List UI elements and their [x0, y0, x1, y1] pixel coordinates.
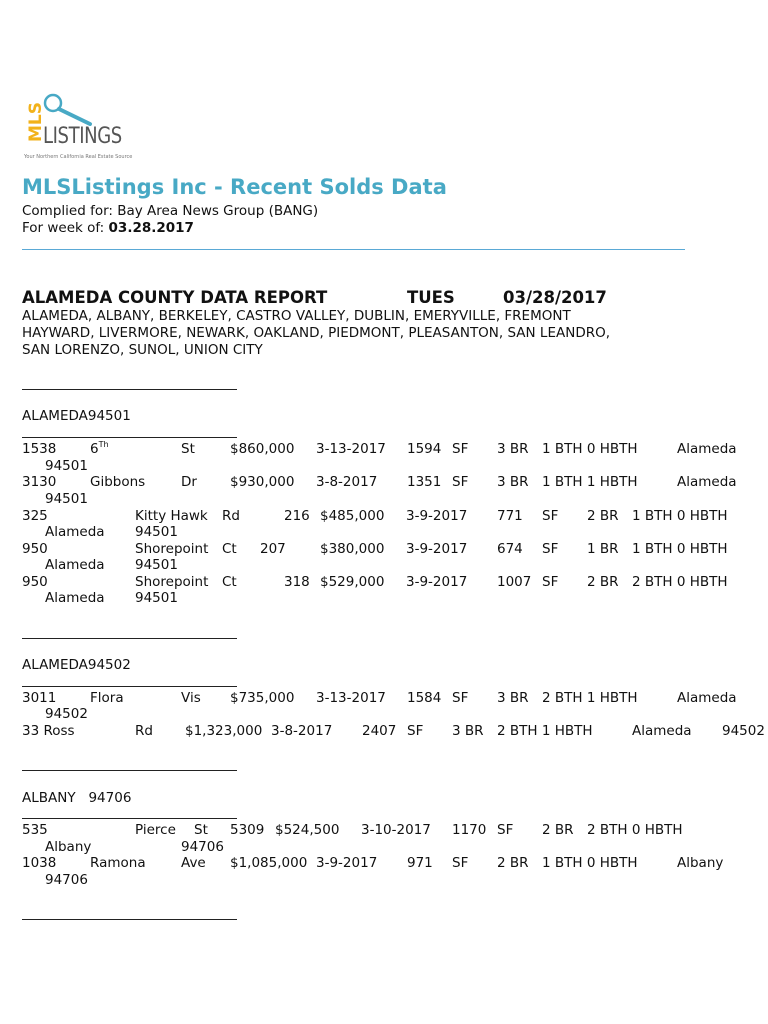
section-separator: [22, 818, 237, 819]
bathrooms: 2 BTH 0 HBTH: [632, 574, 728, 590]
sale-price: $529,000: [320, 574, 385, 590]
street-number: 33 Ross: [22, 723, 75, 739]
zip-code: 94501: [45, 458, 88, 474]
section-separator: [22, 686, 237, 687]
section-heading: ALAMEDA94501: [22, 408, 131, 424]
zip-code: 94501: [135, 524, 178, 540]
week-label: For week of:: [22, 220, 109, 236]
sale-price: $1,085,000: [230, 855, 308, 871]
city: Alameda: [677, 474, 737, 490]
bedrooms: 3 BR: [497, 474, 529, 490]
sale-price: $735,000: [230, 690, 295, 706]
zip-code: 94706: [181, 839, 224, 855]
magnifying-glass-icon: [36, 92, 96, 126]
sale-date: 3-9-2017: [406, 574, 468, 590]
bedrooms: 3 BR: [452, 723, 484, 739]
compiled-for: Complied for: Bay Area News Group (BANG): [22, 203, 319, 219]
city: Alameda: [45, 524, 105, 540]
zip-code: 94502: [45, 706, 88, 722]
sale-price: $1,323,000: [185, 723, 263, 739]
sale-date: 3-10-2017: [361, 822, 431, 838]
sale-date: 3-8-2017: [271, 723, 333, 739]
street-number: 950: [22, 574, 48, 590]
towns-line-1: ALAMEDA, ALBANY, BERKELEY, CASTRO VALLEY, DUBLIN, EMERYVILLE, FREMONT: [22, 308, 571, 324]
section-separator: [22, 770, 237, 771]
city: Albany: [677, 855, 724, 871]
header-divider: [22, 249, 685, 250]
sf-unit: SF: [452, 855, 469, 871]
bedrooms: 3 BR: [497, 441, 529, 457]
bathrooms: 2 BTH 1 HBTH: [542, 690, 638, 706]
street-type: Ct: [222, 541, 237, 557]
sale-date: 3-13-2017: [316, 690, 386, 706]
square-feet: 971: [407, 855, 433, 871]
sale-date: 3-9-2017: [406, 541, 468, 557]
square-feet: 1170: [452, 822, 487, 838]
bedrooms: 2 BR: [542, 822, 574, 838]
bathrooms: 1 BTH 0 HBTH: [632, 508, 728, 524]
page-title: MLSListings Inc - Recent Solds Data: [22, 175, 447, 199]
street-type: Dr: [181, 474, 197, 490]
bathrooms: 1 BTH 0 HBTH: [542, 441, 638, 457]
sf-unit: SF: [542, 574, 559, 590]
unit-number: 318: [284, 574, 310, 590]
unit-number: 207: [260, 541, 286, 557]
city: Alameda: [677, 441, 737, 457]
sale-price: $930,000: [230, 474, 295, 490]
square-feet: 771: [497, 508, 523, 524]
unit-number: 5309: [230, 822, 265, 838]
zip-code: 94501: [45, 491, 88, 507]
bathrooms: 1 BTH 1 HBTH: [542, 474, 638, 490]
street-name: 6Th: [90, 440, 109, 457]
bedrooms: 2 BR: [587, 508, 619, 524]
zip-code: 94501: [135, 557, 178, 573]
zip-code: 94502: [722, 723, 765, 739]
section-heading: ALBANY 94706: [22, 790, 132, 806]
unit-number: 216: [284, 508, 310, 524]
city: Alameda: [632, 723, 692, 739]
street-type: Rd: [222, 508, 240, 524]
sf-unit: SF: [452, 474, 469, 490]
section-separator: [22, 919, 237, 920]
sale-date: 3-9-2017: [406, 508, 468, 524]
street-number: 950: [22, 541, 48, 557]
street-type: Ct: [222, 574, 237, 590]
sale-price: $524,500: [275, 822, 340, 838]
street-type: Rd: [135, 723, 153, 739]
street-number: 3130: [22, 474, 57, 490]
sf-unit: SF: [497, 822, 514, 838]
street-number: 1538: [22, 441, 57, 457]
sf-unit: SF: [542, 541, 559, 557]
street-name: Shorepoint: [135, 541, 209, 557]
street-name: Gibbons: [90, 474, 146, 490]
square-feet: 1007: [497, 574, 532, 590]
bedrooms: 2 BR: [497, 855, 529, 871]
square-feet: 1351: [407, 474, 442, 490]
street-name: Flora: [90, 690, 124, 706]
street-type: Vis: [181, 690, 201, 706]
street-number: 325: [22, 508, 48, 524]
week-line: [22, 220, 194, 236]
square-feet: 1584: [407, 690, 442, 706]
towns-line-2: HAYWARD, LIVERMORE, NEWARK, OAKLAND, PIEDMONT, PLEASANTON, SAN LEANDRO,: [22, 325, 611, 341]
section-separator: [22, 389, 237, 390]
street-number: 3011: [22, 690, 57, 706]
city: Alameda: [677, 690, 737, 706]
report-day: TUES: [407, 288, 455, 307]
sale-date: 3-8-2017: [316, 474, 378, 490]
bedrooms: 2 BR: [587, 574, 619, 590]
street-name: Pierce: [135, 822, 176, 838]
sf-unit: SF: [407, 723, 424, 739]
street-type: St: [181, 441, 195, 457]
square-feet: 674: [497, 541, 523, 557]
street-name: Shorepoint: [135, 574, 209, 590]
zip-code: 94706: [45, 872, 88, 888]
towns-line-3: SAN LORENZO, SUNOL, UNION CITY: [22, 342, 263, 358]
bedrooms: 1 BR: [587, 541, 619, 557]
street-number: 1038: [22, 855, 57, 871]
city: Alameda: [45, 590, 105, 606]
sale-date: 3-13-2017: [316, 441, 386, 457]
mlslistings-logo: [22, 92, 144, 164]
square-feet: 2407: [362, 723, 397, 739]
street-name: Ramona: [90, 855, 146, 871]
bathrooms: 1 BTH 0 HBTH: [632, 541, 728, 557]
week-value: 03.28.2017: [108, 220, 194, 236]
bathrooms: 2 BTH 0 HBTH: [587, 822, 683, 838]
street-name: Kitty Hawk: [135, 508, 208, 524]
sf-unit: SF: [452, 690, 469, 706]
report-date: 03/28/2017: [503, 288, 607, 307]
street-type: Ave: [181, 855, 206, 871]
city: Albany: [45, 839, 92, 855]
report-heading: ALAMEDA COUNTY DATA REPORT: [22, 288, 328, 307]
logo-listings-text: LISTINGS: [43, 124, 122, 149]
sf-unit: SF: [452, 441, 469, 457]
section-separator: [22, 638, 237, 639]
square-feet: 1594: [407, 441, 442, 457]
sale-date: 3-9-2017: [316, 855, 378, 871]
zip-code: 94501: [135, 590, 178, 606]
bedrooms: 3 BR: [497, 690, 529, 706]
sf-unit: SF: [542, 508, 559, 524]
sale-price: $860,000: [230, 441, 295, 457]
logo-mls-text: MLS: [26, 102, 46, 142]
bathrooms: 1 BTH 0 HBTH: [542, 855, 638, 871]
bathrooms: 2 BTH 1 HBTH: [497, 723, 593, 739]
sale-price: $380,000: [320, 541, 385, 557]
city: Alameda: [45, 557, 105, 573]
sale-price: $485,000: [320, 508, 385, 524]
section-separator: [22, 437, 237, 438]
section-heading: ALAMEDA94502: [22, 657, 131, 673]
street-type: St: [194, 822, 208, 838]
logo-tagline: Your Northern California Real Estate Source: [24, 154, 133, 160]
street-number: 535: [22, 822, 48, 838]
